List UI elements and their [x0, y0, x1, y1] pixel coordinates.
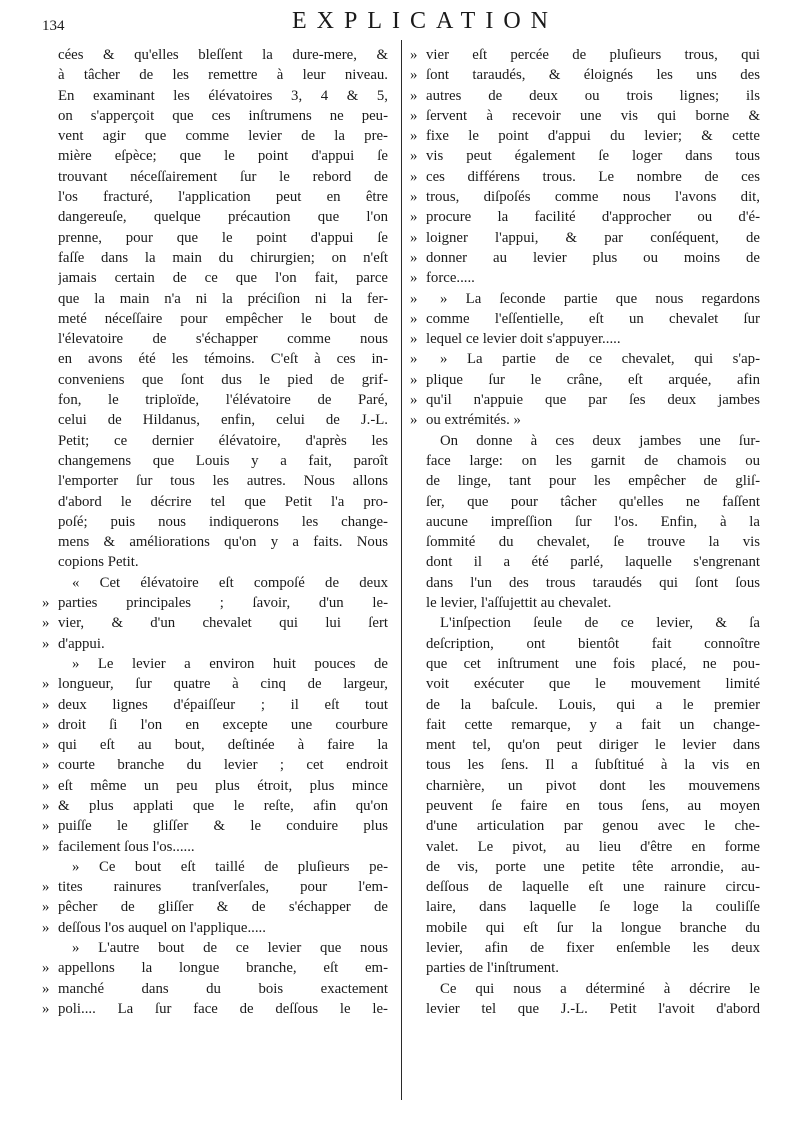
text-line	[410, 65, 760, 85]
line-text: vis peut également ſe loger dans tous	[426, 148, 760, 165]
text-line	[410, 126, 760, 146]
text-line	[42, 349, 388, 369]
quote-mark: »	[410, 310, 418, 327]
text-line	[410, 431, 760, 451]
quote-mark: »	[42, 838, 50, 855]
line-text: levier, afin de fixer enſemble les deux	[426, 940, 760, 957]
line-text: ſont taraudés, & éloignés les uns des	[426, 67, 760, 84]
text-line	[42, 593, 388, 613]
line-text: ſervent à recevoir une vis qui borne &	[426, 107, 760, 124]
text-line	[410, 390, 760, 410]
right-column	[410, 45, 760, 1019]
quote-mark: »	[42, 899, 50, 916]
line-text: facilement ſous l'os......	[58, 838, 195, 855]
line-text: de linge, tant pour les empêcher de gliſ-	[426, 473, 760, 490]
quote-mark: »	[42, 615, 50, 632]
line-text: tites rainures tranſverſales, pour l'em-	[58, 879, 388, 896]
text-line	[42, 146, 388, 166]
text-line	[42, 999, 388, 1019]
line-text: ment tel, qu'on peut diriger le levier dans	[426, 737, 760, 754]
text-line	[410, 492, 760, 512]
line-text: jamais certain de ce que l'on fait, parce	[58, 270, 388, 287]
text-line	[42, 309, 388, 329]
quote-mark: »	[410, 412, 418, 429]
line-text: conveniens que ſont dus le pied de grif-	[58, 371, 388, 388]
text-line	[410, 938, 760, 958]
line-text: vent agir que comme levier de la pre-	[58, 128, 388, 145]
line-text: poli.... La ſur face de deſſous le le-	[58, 1000, 388, 1017]
quote-mark: »	[410, 351, 418, 368]
text-line	[410, 979, 760, 999]
line-text: » La partie de ce chevalet, qui s'ap-	[440, 351, 760, 368]
line-text: loigner l'appui, & par conſéquent, de	[426, 229, 760, 246]
line-text: peuvent ſe faire en tous ſens, au moyen	[426, 797, 760, 814]
line-text: l'os fracturé, l'application peut en être	[58, 189, 388, 206]
text-line	[42, 106, 388, 126]
text-line	[42, 695, 388, 715]
quote-mark: »	[410, 67, 418, 84]
text-line	[42, 897, 388, 917]
text-line	[410, 573, 760, 593]
text-line	[410, 755, 760, 775]
quote-mark: »	[410, 331, 418, 348]
quote-mark: »	[42, 919, 50, 936]
text-line	[410, 634, 760, 654]
text-line	[42, 958, 388, 978]
quote-mark: »	[42, 879, 50, 896]
text-line	[410, 796, 760, 816]
text-line	[42, 796, 388, 816]
line-text: que la main n'a ni la préciſion ni la fer-	[58, 290, 388, 307]
text-line	[42, 248, 388, 268]
line-text: mière eſpèce; que le point d'appui ſe	[58, 148, 388, 165]
text-line	[410, 695, 760, 715]
text-line	[410, 248, 760, 268]
quote-mark: »	[42, 676, 50, 693]
line-text: Petit; ce dernier élévatoire, d'après les	[58, 432, 388, 449]
line-text: copions Petit.	[58, 554, 139, 571]
line-text: face large: on les garnit de chamois ou	[426, 452, 760, 469]
text-line	[410, 207, 760, 227]
line-text: trous, diſpoſés comme nous l'avons dit,	[426, 189, 760, 206]
page-number: 134	[42, 18, 65, 34]
line-text: aucune impreſſion ſur l'os. Enfin, à la	[426, 513, 760, 530]
line-text: On donne à ces deux jambes une ſur-	[440, 432, 760, 449]
quote-mark: »	[42, 737, 50, 754]
text-line	[410, 735, 760, 755]
quote-mark: »	[42, 595, 50, 612]
line-text: dangereuſe, quelque précaution que l'on	[58, 209, 388, 226]
line-text: voit exécuter que le mouvement limité	[426, 676, 760, 693]
line-text: courte branche du levier ; cet endroit	[58, 757, 388, 774]
line-text: force.....	[426, 270, 475, 287]
text-line	[410, 877, 760, 897]
text-line	[42, 187, 388, 207]
text-line	[42, 573, 388, 593]
text-line	[410, 410, 760, 430]
text-line	[42, 167, 388, 187]
quote-mark: »	[410, 229, 418, 246]
line-text: vier eſt percée de pluſieurs trous, qui	[426, 47, 760, 63]
text-line	[42, 329, 388, 349]
line-text: de vis, porte une petite tête arrondie, au-	[426, 858, 760, 875]
text-line	[42, 86, 388, 106]
line-text: En examinant les élévatoires 3, 4 & 5,	[58, 87, 388, 104]
line-text: ou extrémités. »	[426, 412, 521, 429]
quote-mark: »	[410, 392, 418, 409]
line-text: faſſe dans la main du chirurgien; on n'eſt	[58, 249, 388, 266]
line-text: le levier, l'aſſujettit au chevalet.	[426, 595, 612, 612]
line-text: droit ſi l'on en excepte une courbure	[58, 716, 388, 733]
text-line	[42, 674, 388, 694]
line-text: à tâcher de les remettre à leur niveau.	[58, 67, 388, 84]
text-line	[410, 106, 760, 126]
left-column	[42, 45, 388, 1019]
text-line	[410, 837, 760, 857]
text-line	[42, 268, 388, 288]
text-line	[42, 370, 388, 390]
quote-mark: »	[410, 290, 418, 307]
text-line	[42, 45, 388, 65]
line-text: mens & améliorations qu'on y a faits. Nous	[58, 534, 388, 551]
line-text: fixe le point d'appui du levier; & cette	[426, 128, 760, 145]
line-text: dans l'un des trous taraudés qui ſont ſous	[426, 574, 760, 591]
line-text: charnière, un pivot dont les mouvemens	[426, 777, 760, 794]
text-line	[42, 471, 388, 491]
text-line	[410, 370, 760, 390]
line-text: fait cette remarque, y a fait un change-	[426, 716, 760, 733]
line-text: L'inſpection ſeule de ce levier, & ſa	[440, 615, 760, 632]
text-line	[410, 552, 760, 572]
text-line	[410, 532, 760, 552]
text-line	[42, 837, 388, 857]
text-line	[42, 816, 388, 836]
line-text: & plus applati que le reſte, afin qu'on	[58, 797, 388, 814]
text-line	[410, 146, 760, 166]
line-text: parties de l'inſtrument.	[426, 960, 559, 977]
text-line	[42, 877, 388, 897]
quote-mark: »	[410, 168, 418, 185]
text-line	[410, 897, 760, 917]
line-text: longueur, ſur quatre à cinq de largeur,	[58, 676, 388, 693]
text-line	[410, 776, 760, 796]
line-text: qui eſt au bout, deſtinée à faire la	[58, 737, 388, 754]
text-line	[42, 776, 388, 796]
quote-mark: »	[410, 371, 418, 388]
text-line	[410, 512, 760, 532]
text-line	[410, 999, 760, 1019]
text-line	[410, 958, 760, 978]
line-text: fon, le triploïde, l'élévatoire de Paré,	[58, 392, 388, 409]
line-text: » La ſeconde partie que nous regardons	[440, 290, 760, 307]
line-text: « Cet élévatoire eſt compoſé de deux	[72, 574, 388, 591]
line-text: ſommité du chevalet, ſe trouve la vis	[426, 534, 760, 551]
line-text: donner au levier plus ou moins de	[426, 249, 760, 266]
text-line	[410, 613, 760, 633]
quote-mark: »	[410, 107, 418, 124]
text-line	[410, 715, 760, 735]
line-text: levier tel que J.-L. Petit l'avoit d'abord	[426, 1000, 760, 1017]
line-text: » L'autre bout de ce levier que nous	[72, 940, 388, 957]
line-text: procure la facilité d'approcher ou d'é-	[426, 209, 760, 226]
text-line	[410, 816, 760, 836]
text-line	[42, 289, 388, 309]
text-line	[42, 451, 388, 471]
text-line	[410, 593, 760, 613]
line-text: vier, & d'un chevalet qui lui ſert	[58, 615, 388, 632]
text-line	[410, 86, 760, 106]
text-line	[410, 45, 760, 65]
line-text: dont il a été parlé, laquelle s'engrenant	[426, 554, 760, 571]
line-text: qu'il n'appuie que par ſes deux jambes	[426, 392, 760, 409]
line-text: pêcher de gliſſer & de s'échapper de	[58, 899, 388, 916]
line-text: d'une articulation par genou avec le che-	[426, 818, 760, 835]
text-line	[42, 857, 388, 877]
line-text: changemens que Louis y a fait, paroît	[58, 452, 388, 469]
line-text: laire, dans laquelle ſe loge la couliſſe	[426, 899, 760, 916]
quote-mark: »	[410, 249, 418, 266]
line-text: d'appui.	[58, 635, 105, 652]
quote-mark: »	[42, 1000, 50, 1017]
line-text: Ce qui nous a déterminé à décrire le	[440, 980, 760, 997]
text-line	[42, 126, 388, 146]
line-text: eſt même un peu plus étroit, plus mince	[58, 777, 388, 794]
text-line	[42, 431, 388, 451]
text-line	[410, 167, 760, 187]
quote-mark: »	[410, 87, 418, 104]
text-line	[42, 634, 388, 654]
running-title: EXPLICATION	[292, 8, 558, 34]
line-text: l'emporter ſur tous les autres. Nous allons	[58, 473, 388, 490]
line-text: valet. Le pivot, au lieu d'être en forme	[426, 838, 760, 855]
line-text: plique ſur le crâne, eſt arquée, afin	[426, 371, 760, 388]
text-line	[42, 613, 388, 633]
text-line	[42, 65, 388, 85]
quote-mark: »	[42, 818, 50, 835]
line-text: de la baſcule. Louis, qui a le premier	[426, 696, 760, 713]
quote-mark: »	[410, 148, 418, 165]
line-text: que cet inſtrument une fois placé, ne pou-	[426, 655, 760, 672]
line-text: l'élevatoire de s'échapper comme nous	[58, 331, 388, 348]
line-text: d'abord le décrire tel que Petit l'a pro-	[58, 493, 388, 510]
quote-mark: »	[42, 777, 50, 794]
text-line	[42, 552, 388, 572]
text-line	[42, 228, 388, 248]
line-text: celui de Hildanus, enfin, celui de J.-L.	[58, 412, 388, 429]
text-line	[42, 492, 388, 512]
line-text: ſer, que pour tâcher qu'elles ne faſſent	[426, 493, 760, 510]
text-line	[410, 349, 760, 369]
text-line	[410, 187, 760, 207]
text-line	[42, 390, 388, 410]
line-text: » Ce bout eſt taillé de pluſieurs pe-	[72, 858, 388, 875]
line-text: mobile qui eſt ſur la longue branche du	[426, 919, 760, 936]
quote-mark: »	[42, 980, 50, 997]
quote-mark: »	[42, 696, 50, 713]
text-line	[410, 471, 760, 491]
text-line	[42, 410, 388, 430]
text-line	[410, 451, 760, 471]
text-line	[410, 654, 760, 674]
line-text: trouvant néceſſairement ſur le rebord de	[58, 168, 388, 185]
text-line	[42, 532, 388, 552]
text-line	[42, 735, 388, 755]
line-text: deſcription, ont bientôt fait connoître	[426, 635, 760, 652]
quote-mark: »	[42, 797, 50, 814]
quote-mark: »	[42, 716, 50, 733]
text-line	[410, 289, 760, 309]
line-text: autres de deux ou trois lignes; ils	[426, 87, 760, 104]
line-text: lequel ce levier doit s'appuyer.....	[426, 331, 621, 348]
quote-mark: »	[410, 189, 418, 206]
quote-mark: »	[42, 960, 50, 977]
quote-mark: »	[410, 47, 418, 63]
line-text: poſé; puis nous indiquerons les change-	[58, 513, 388, 530]
line-text: meté néceſſaire pour empêcher le bout de	[58, 310, 388, 327]
line-text: manché dans du bois exactement	[58, 980, 388, 997]
text-line	[42, 512, 388, 532]
line-text: comme l'eſſentielle, eſt un chevalet ſur	[426, 310, 760, 327]
text-line	[410, 674, 760, 694]
text-line	[42, 207, 388, 227]
text-line	[410, 918, 760, 938]
text-line	[42, 715, 388, 735]
text-line	[410, 309, 760, 329]
line-text: parties principales ; ſavoir, d'un le-	[58, 595, 388, 612]
line-text: » Le levier a environ huit pouces de	[72, 655, 388, 672]
quote-mark: »	[410, 128, 418, 145]
line-text: deux lignes d'épaiſſeur ; il eſt tout	[58, 696, 388, 713]
text-line	[42, 938, 388, 958]
text-line	[42, 918, 388, 938]
line-text: prenne, pour que le point d'appui ſe	[58, 229, 388, 246]
text-line	[42, 755, 388, 775]
column-divider	[401, 40, 402, 1100]
quote-mark: »	[410, 209, 418, 226]
quote-mark: »	[410, 270, 418, 287]
text-line	[410, 228, 760, 248]
line-text: ces différens trous. Le nombre de ces	[426, 168, 760, 185]
line-text: on s'apperçoit que ces inſtrumens ne peu-	[58, 107, 388, 124]
line-text: puiſſe le gliſſer & le conduire plus	[58, 818, 388, 835]
line-text: deſſous l'os auquel on l'applique.....	[58, 919, 266, 936]
text-line	[42, 979, 388, 999]
line-text: en avons été les témoins. C'eſt à ces in-	[58, 351, 388, 368]
text-line	[42, 654, 388, 674]
text-line	[410, 329, 760, 349]
quote-mark: »	[42, 757, 50, 774]
text-line	[410, 268, 760, 288]
line-text: deſſous de laquelle eſt une rainure circu-	[426, 879, 760, 896]
line-text: tous les ſens. Il a ſubſtitué à la vis en	[426, 757, 760, 774]
line-text: cées & qu'elles bleſſent la dure-mere, &	[58, 47, 388, 63]
line-text: appellons la longue branche, eſt em-	[58, 960, 388, 977]
text-line	[410, 857, 760, 877]
quote-mark: »	[42, 635, 50, 652]
page-header	[42, 6, 742, 32]
